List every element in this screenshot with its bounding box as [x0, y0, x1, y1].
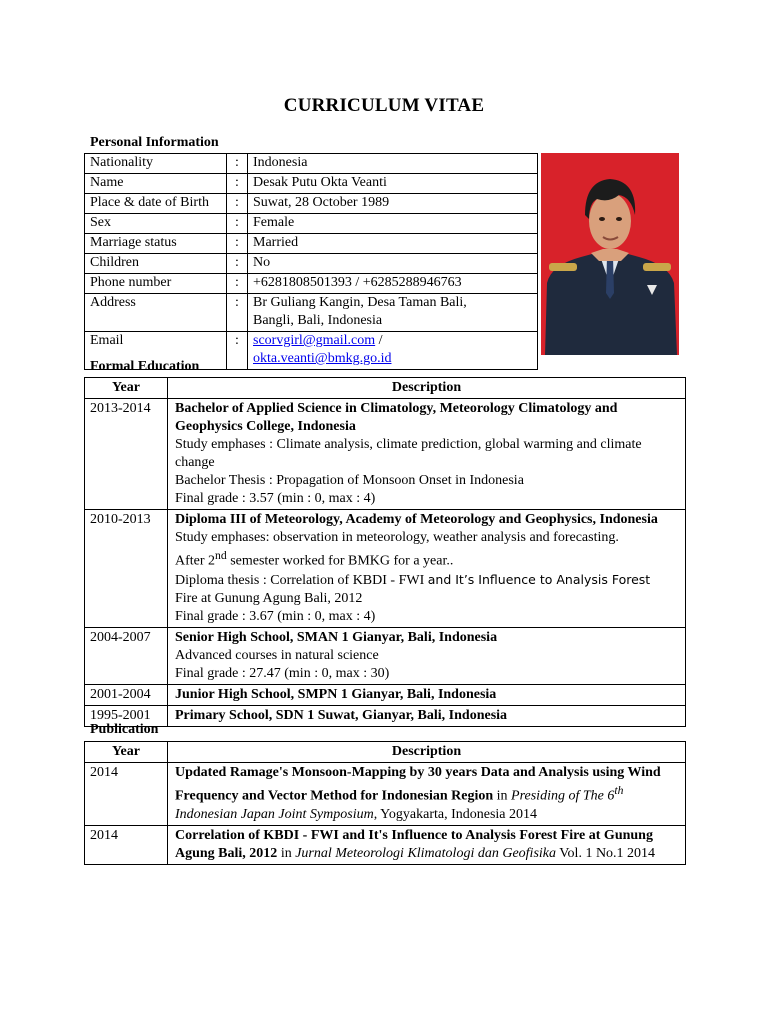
education-title: Bachelor of Applied Science in Climatology, Meteorology Climatology and Geophysics College, Indonesia — [175, 401, 618, 434]
profile-photo — [541, 153, 679, 355]
personal-row-name — [85, 174, 538, 194]
publication-title: Correlation of KBDI - FWI and It's Influence to Analysis Forest Fire at Gunung Agung Bali, 2012 — [175, 827, 653, 861]
row-separator: : — [227, 294, 248, 332]
address-line-1: Br Guliang Kangin, Desa Taman Bali, — [253, 295, 467, 310]
education-table — [84, 377, 686, 727]
publication-year: 2014 — [85, 825, 168, 864]
row-separator: : — [227, 214, 248, 234]
personal-row-phone — [85, 274, 538, 294]
row-label: Sex — [85, 214, 227, 234]
education-year: 1995-2001 — [85, 705, 168, 726]
education-year: 2004-2007 — [85, 627, 168, 684]
col-year-header: Year — [85, 378, 168, 399]
education-detail: Bachelor Thesis : Propagation of Monsoon Onset in Indonesia — [175, 473, 524, 488]
publication-tail: Vol. 1 No.1 2014 — [556, 845, 656, 861]
row-separator: : — [227, 174, 248, 194]
row-separator: : — [227, 254, 248, 274]
publication-table — [84, 741, 686, 865]
row-label: Address — [85, 294, 227, 332]
education-description — [168, 684, 686, 705]
thesis-text-alt: and It’s Influence to Analysis Forest — [427, 571, 651, 587]
email-link-gmail[interactable]: scorvgirl@gmail.com — [253, 333, 376, 348]
education-header-row — [85, 378, 686, 399]
publication-tail: , Yogyakarta, Indonesia 2014 — [373, 806, 538, 822]
email-link-bmkg[interactable]: okta.veanti@bmkg.go.id — [253, 351, 392, 366]
after-text-rest: semester worked for BMKG for a year.. — [226, 553, 454, 569]
education-title: Primary School, SDN 1 Suwat, Gianyar, Bali, Indonesia — [175, 707, 508, 723]
personal-row-sex — [85, 214, 538, 234]
education-row — [85, 705, 686, 726]
education-title: Senior High School, SMAN 1 Gianyar, Bali, Indonesia — [175, 629, 498, 645]
ordinal-suffix: nd — [215, 549, 227, 562]
after-text: After 2 — [175, 553, 216, 569]
row-label: Email — [85, 332, 227, 370]
row-label: Nationality — [85, 154, 227, 174]
publication-description — [168, 825, 686, 864]
education-detail: Final grade : 3.67 (min : 0, max : 4) — [175, 608, 376, 624]
row-label: Marriage status — [85, 234, 227, 254]
row-separator: : — [227, 274, 248, 294]
education-detail: Fire at Gunung Agung Bali, 2012 — [175, 590, 363, 606]
education-year: 2001-2004 — [85, 684, 168, 705]
personal-row-children — [85, 254, 538, 274]
row-label: Children — [85, 254, 227, 274]
publication-venue: Jurnal Meteorologi Klimatologi dan Geofisika — [295, 845, 556, 861]
publication-year: 2014 — [85, 763, 168, 826]
education-detail: Final grade : 27.47 (min : 0, max : 30) — [175, 665, 390, 681]
publication-header-row — [85, 742, 686, 763]
education-description — [168, 510, 686, 628]
education-detail: Study emphases : Climate analysis, climate prediction, global warming and climate change — [175, 437, 642, 470]
education-row — [85, 684, 686, 705]
publication-heading: Publication — [90, 722, 159, 737]
col-year-header: Year — [85, 742, 168, 763]
col-description-header: Description — [168, 378, 686, 399]
publication-venue-rest: Indonesian Japan Joint Symposium — [175, 806, 374, 822]
education-row — [85, 399, 686, 510]
education-detail — [175, 547, 678, 571]
row-value: Married — [248, 234, 538, 254]
email-separator: / — [375, 333, 383, 348]
education-detail: Study emphases: observation in meteorology, weather analysis and forecasting. — [175, 530, 619, 545]
row-value — [248, 332, 538, 370]
page-title: CURRICULUM VITAE — [283, 95, 485, 116]
education-row — [85, 627, 686, 684]
personal-info-table — [84, 153, 538, 370]
personal-info-heading: Personal Information — [90, 135, 219, 150]
row-separator: : — [227, 332, 248, 370]
personal-row-nationality — [85, 154, 538, 174]
publication-row — [85, 825, 686, 864]
formal-education-heading: Formal Education — [90, 359, 200, 374]
row-value: No — [248, 254, 538, 274]
education-title: Junior High School, SMPN 1 Gianyar, Bali, Indonesia — [175, 686, 497, 702]
row-separator: : — [227, 234, 248, 254]
row-value: Suwat, 28 October 1989 — [248, 194, 538, 214]
publication-in: in — [493, 788, 512, 804]
education-description — [168, 399, 686, 510]
publication-row — [85, 763, 686, 826]
profile-photo-illustration — [541, 153, 679, 355]
education-detail: Final grade : 3.57 (min : 0, max : 4) — [175, 491, 376, 506]
publication-venue: Presiding of The 6 — [511, 788, 615, 804]
personal-row-address — [85, 294, 538, 332]
row-label: Place & date of Birth — [85, 194, 227, 214]
row-value: Indonesia — [248, 154, 538, 174]
row-separator: : — [227, 154, 248, 174]
row-label: Name — [85, 174, 227, 194]
education-row — [85, 510, 686, 628]
personal-row-marriage — [85, 234, 538, 254]
row-value: +6281808501393 / +6285288946763 — [248, 274, 538, 294]
personal-row-birth — [85, 194, 538, 214]
col-description-header: Description — [168, 742, 686, 763]
row-label: Phone number — [85, 274, 227, 294]
education-description — [168, 705, 686, 726]
publication-in: in — [277, 845, 296, 861]
publication-title: Updated Ramage's Monsoon-Mapping by 30 years Data and Analysis using Wind Frequency and Vector Method for Indonesian Region — [175, 765, 661, 804]
education-title: Diploma III of Meteorology, Academy of Meteorology and Geophysics, Indonesia — [175, 512, 658, 527]
education-detail: Advanced courses in natural science — [175, 647, 379, 663]
education-description — [168, 627, 686, 684]
education-detail — [175, 571, 678, 590]
education-year: 2010-2013 — [85, 510, 168, 628]
thesis-text: Diploma thesis : Correlation of KBDI - FWI — [175, 572, 428, 588]
row-value: Female — [248, 214, 538, 234]
publication-description — [168, 763, 686, 826]
row-separator: : — [227, 194, 248, 214]
row-value — [248, 294, 538, 332]
row-value: Desak Putu Okta Veanti — [248, 174, 538, 194]
address-line-2: Bangli, Bali, Indonesia — [253, 313, 383, 328]
education-year: 2013-2014 — [85, 399, 168, 510]
ordinal-suffix: th — [614, 784, 624, 797]
